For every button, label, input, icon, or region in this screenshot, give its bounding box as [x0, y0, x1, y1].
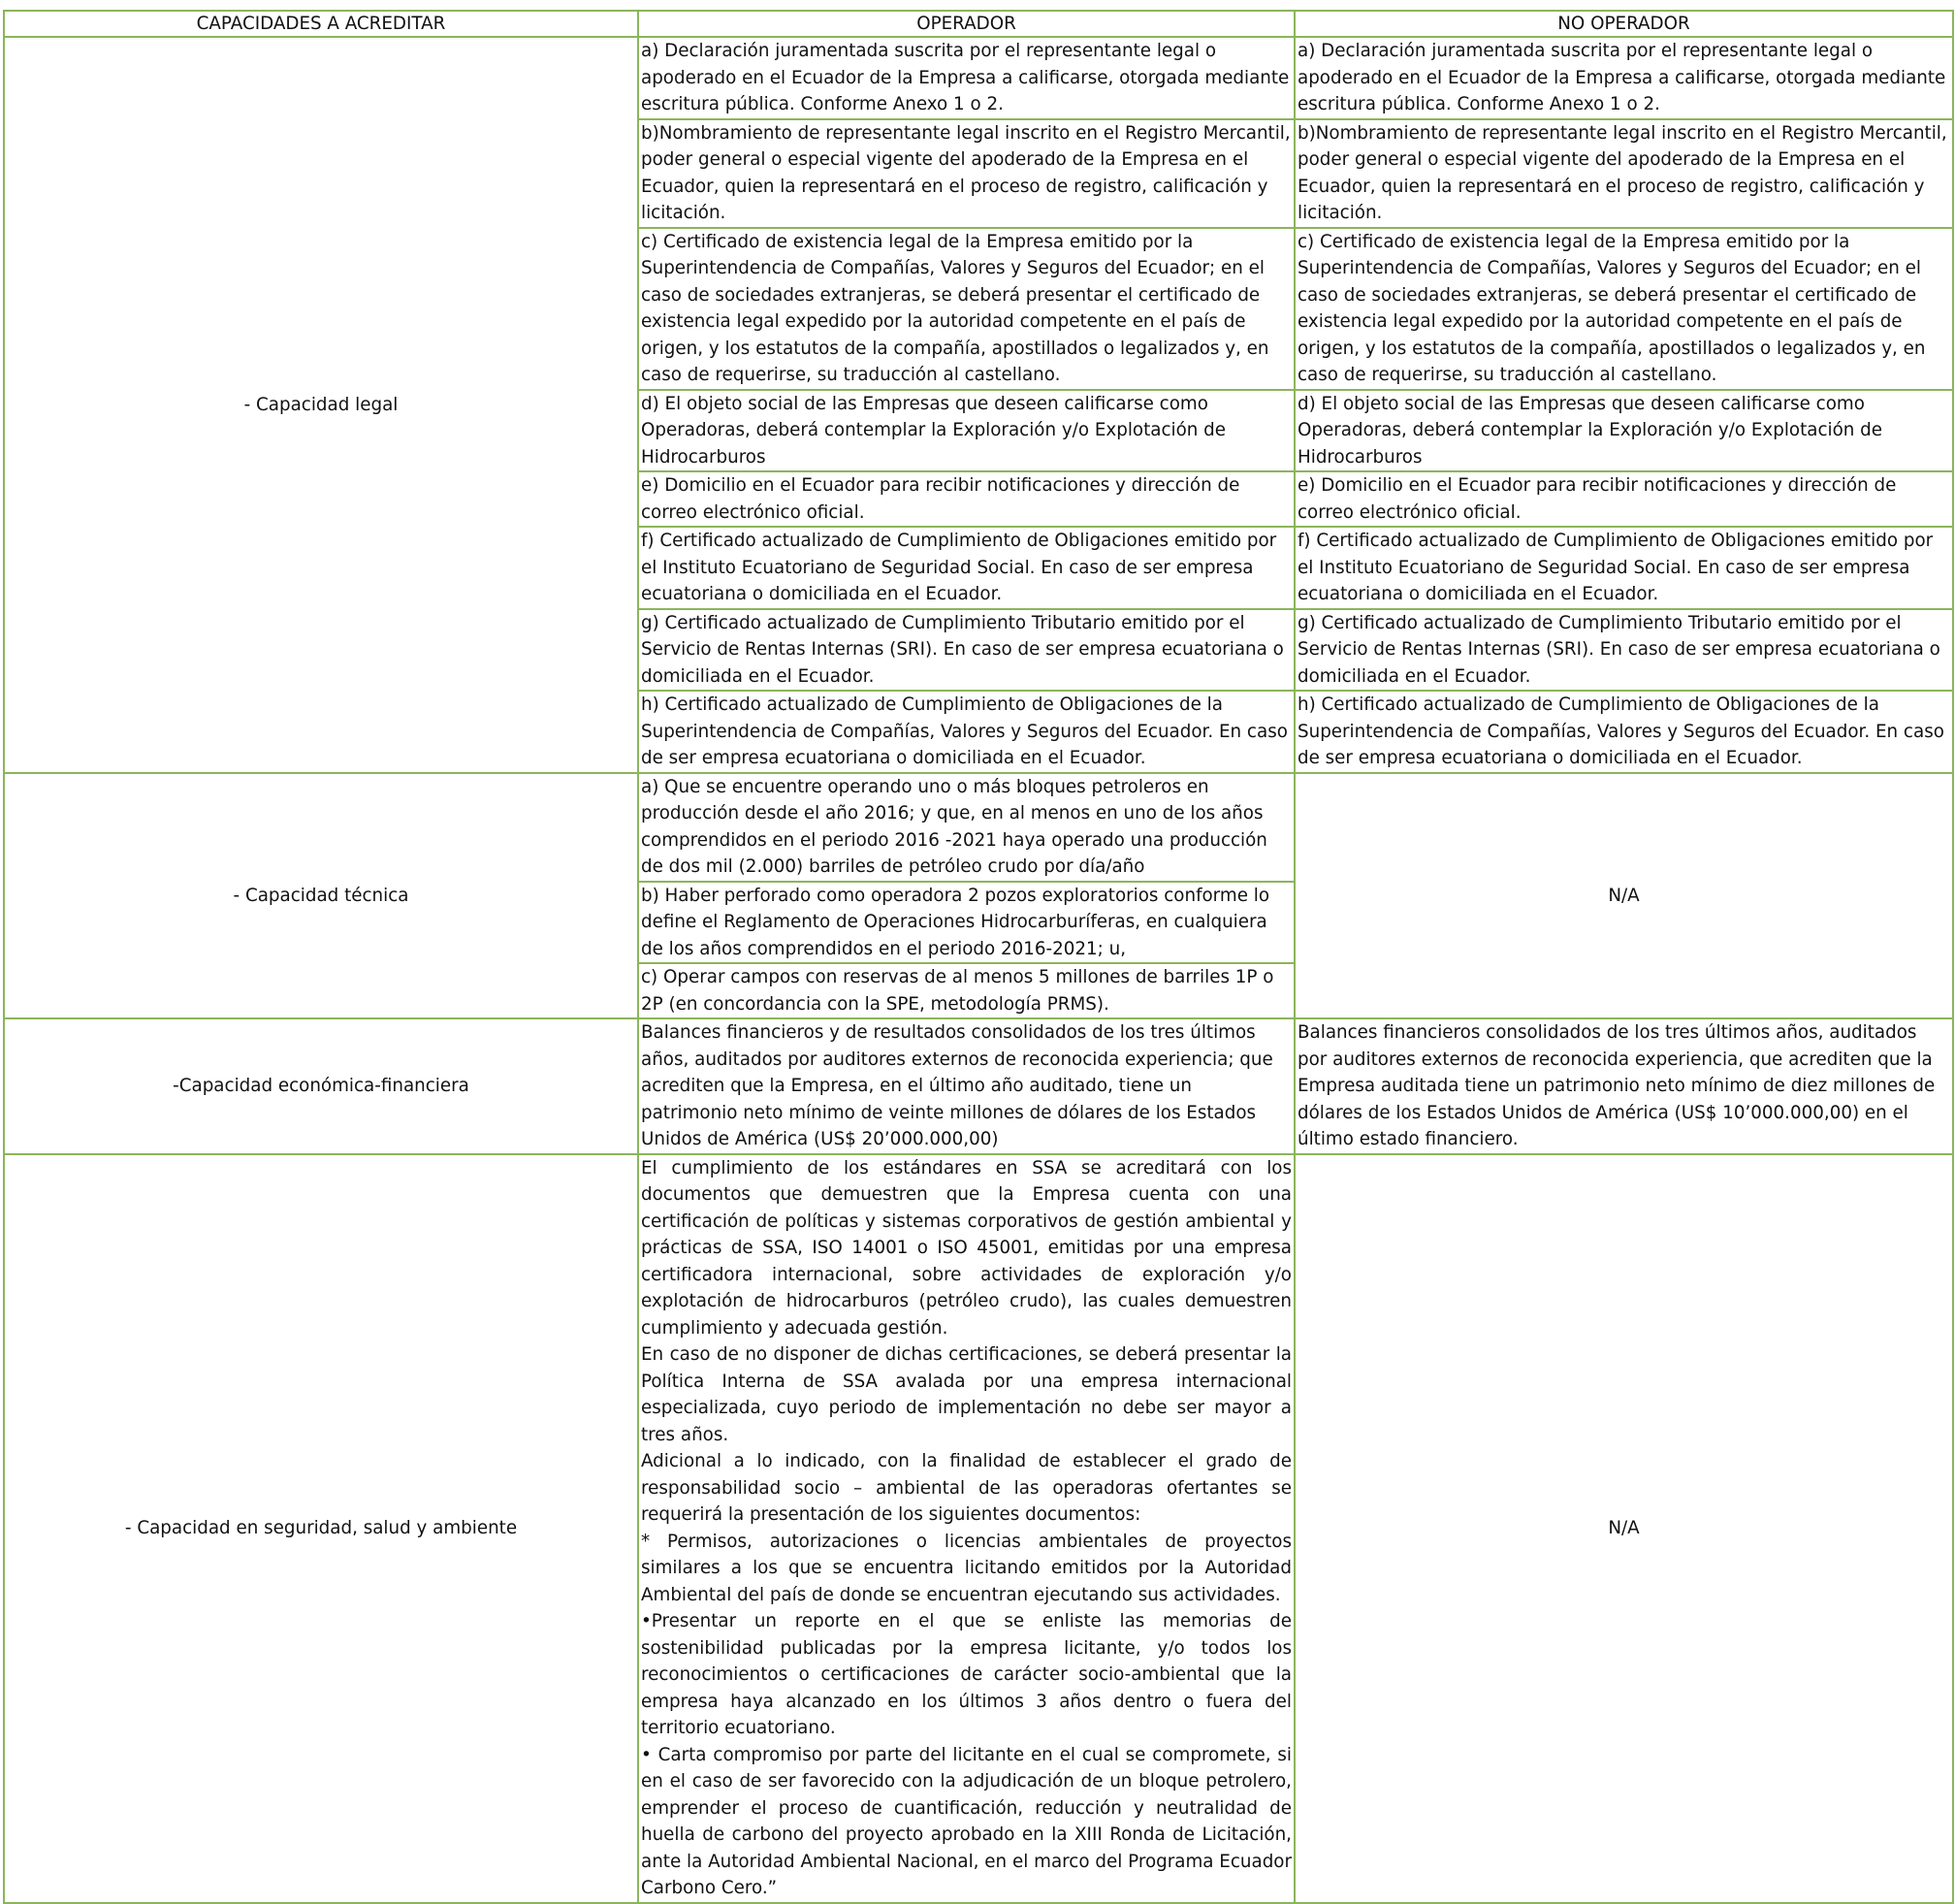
table-row	[4, 37, 1953, 119]
operador-cell: f) Certificado actualizado de Cumplimiento de Obligaciones emitido por el Instituto Ecuatoriano de Seguridad Social. En caso de ser empresa ecuatoriana o domiciliada en el Ecuador.	[638, 527, 1295, 609]
no-operador-cell: g) Certificado actualizado de Cumplimiento Tributario emitido por el Servicio de Rentas Internas (SRI). En caso de ser empresa ecuatoriana o domiciliada en el Ecuador.	[1295, 609, 1953, 692]
no-operador-cell: b)Nombramiento de representante legal inscrito en el Registro Mercantil, poder general o especial vigente del apoderado de la Empresa en el Ecuador, quien la representará en el proceso de registro, calificación y licitación.	[1295, 119, 1953, 228]
no-operador-cell: h) Certificado actualizado de Cumplimiento de Obligaciones de la Superintendencia de Compañías, Valores y Seguros del Ecuador. En caso de ser empresa ecuatoriana o domiciliada en el Ecuador.	[1295, 691, 1953, 773]
no-operador-cell: f) Certificado actualizado de Cumplimiento de Obligaciones emitido por el Instituto Ecuatoriano de Seguridad Social. En caso de ser empresa ecuatoriana o domiciliada en el Ecuador.	[1295, 527, 1953, 609]
operador-cell: g) Certificado actualizado de Cumplimiento Tributario emitido por el Servicio de Rentas Internas (SRI). En caso de ser empresa ecuatoriana o domiciliada en el Ecuador.	[638, 609, 1295, 692]
capacity-label-legal: - Capacidad legal	[4, 37, 638, 773]
no-operador-cell: Balances financieros consolidados de los tres últimos años, auditados por auditores externos de reconocida experiencia, que acrediten que la Empresa auditada tiene un patrimonio neto mínimo de diez millones de dólares de los Estados Unidos de América (US$ 10’000.000,00) en el último estado financiero.	[1295, 1018, 1953, 1154]
ssa-paragraph: * Permisos, autorizaciones o licencias ambientales de proyectos similares a los que se encuentra licitando emitidos por la Autoridad Ambiental del país de donde se encuentran ejecutando sus actividades.	[641, 1531, 1292, 1605]
no-operador-cell: c) Certificado de existencia legal de la Empresa emitido por la Superintendencia de Compañías, Valores y Seguros del Ecuador; en el caso de sociedades extranjeras, se deberá presentar el certificado de existencia legal expedido por la autoridad competente en el país de origen, y los estatutos de la compañía, apostillados o legalizados y, en caso de requerirse, su traducción al castellano.	[1295, 228, 1953, 390]
ssa-paragraph: El cumplimiento de los estándares en SSA se acreditará con los documentos que demuestren que la Empresa cuenta con una certificación de políticas y sistemas corporativos de gestión ambiental y prácticas de SSA, ISO 14001 o ISO 45001, emitidas por una empresa certificadora internacional, sobre actividades de exploración y/o explotación de hidrocarburos (petróleo crudo), las cuales demuestren cumplimiento y adecuada gestión.	[641, 1157, 1292, 1339]
capacity-label-tecnica: - Capacidad técnica	[4, 773, 638, 1019]
operador-cell: b)Nombramiento de representante legal inscrito en el Registro Mercantil, poder general o especial vigente del apoderado de la Empresa en el Ecuador, quien la representará en el proceso de registro, calificación y licitación.	[638, 119, 1295, 228]
operador-cell: c) Operar campos con reservas de al menos 5 millones de barriles 1P o 2P (en concordancia con la SPE, metodología PRMS).	[638, 963, 1295, 1018]
table-row	[4, 1018, 1953, 1154]
no-operador-na: N/A	[1295, 773, 1953, 1019]
header-no-operador: NO OPERADOR	[1295, 11, 1953, 37]
ssa-paragraph: • Carta compromiso por parte del licitante en el cual se compromete, si en el caso de ser favorecido con la adjudicación de un bloque petrolero, emprender el proceso de cuantificación, reducción y neutralidad de huella de carbono del proyecto aprobado en la XIII Ronda de Licitación, ante la Autoridad Ambiental Nacional, en el marco del Programa Ecuador Carbono Cero.”	[641, 1744, 1292, 1898]
no-operador-na: N/A	[1295, 1154, 1953, 1903]
no-operador-cell: d) El objeto social de las Empresas que deseen calificarse como Operadoras, deberá contemplar la Exploración y/o Explotación de Hidrocarburos	[1295, 390, 1953, 472]
operador-cell: a) Declaración juramentada suscrita por el representante legal o apoderado en el Ecuador de la Empresa a calificarse, otorgada mediante escritura pública. Conforme Anexo 1 o 2.	[638, 37, 1295, 119]
operador-cell: e) Domicilio en el Ecuador para recibir notificaciones y dirección de correo electrónico oficial.	[638, 471, 1295, 527]
header-operador: OPERADOR	[638, 11, 1295, 37]
capacity-label-ssa: - Capacidad en seguridad, salud y ambiente	[4, 1154, 638, 1903]
no-operador-cell: a) Declaración juramentada suscrita por el representante legal o apoderado en el Ecuador de la Empresa a calificarse, otorgada mediante escritura pública. Conforme Anexo 1 o 2.	[1295, 37, 1953, 119]
ssa-paragraph: En caso de no disponer de dichas certificaciones, se deberá presentar la Política Interna de SSA avalada por una empresa internacional especializada, cuyo periodo de implementación no debe ser mayor a tres años.	[641, 1344, 1292, 1445]
table-row	[4, 1154, 1953, 1903]
capacity-label-economica: -Capacidad económica-financiera	[4, 1018, 638, 1154]
operador-cell: Balances financieros y de resultados consolidados de los tres últimos años, auditados por auditores externos de reconocida experiencia; que acrediten que la Empresa, en el último año auditado, tiene un patrimonio neto mínimo de veinte millones de dólares de los Estados Unidos de América (US$ 20’000.000,00)	[638, 1018, 1295, 1154]
operador-cell: b) Haber perforado como operadora 2 pozos exploratorios conforme lo define el Reglamento de Operaciones Hidrocarburíferas, en cualquiera de los años comprendidos en el periodo 2016-2021; u,	[638, 882, 1295, 964]
table-row	[4, 773, 1953, 882]
operador-cell: d) El objeto social de las Empresas que deseen calificarse como Operadoras, deberá contemplar la Exploración y/o Explotación de Hidrocarburos	[638, 390, 1295, 472]
no-operador-cell: e) Domicilio en el Ecuador para recibir notificaciones y dirección de correo electrónico oficial.	[1295, 471, 1953, 527]
header-row	[4, 11, 1953, 37]
operador-cell: c) Certificado de existencia legal de la Empresa emitido por la Superintendencia de Compañías, Valores y Seguros del Ecuador; en el caso de sociedades extranjeras, se deberá presentar el certificado de existencia legal expedido por la autoridad competente en el país de origen, y los estatutos de la compañía, apostillados o legalizados y, en caso de requerirse, su traducción al castellano.	[638, 228, 1295, 390]
requirements-table	[3, 10, 1954, 1904]
ssa-paragraph: •Presentar un reporte en el que se enliste las memorias de sostenibilidad publicadas por la empresa licitante, y/o todos los reconocimientos o certificaciones de carácter socio-ambiental que la empresa haya alcanzado en los últimos 3 años dentro o fuera del territorio ecuatoriano.	[641, 1611, 1292, 1738]
operador-cell: a) Que se encuentre operando uno o más bloques petroleros en producción desde el año 2016; y que, en al menos en uno de los años comprendidos en el periodo 2016 -2021 haya operado una producción de dos mil (2.000) barriles de petróleo crudo por día/año	[638, 773, 1295, 882]
header-capacidades: CAPACIDADES A ACREDITAR	[4, 11, 638, 37]
operador-cell: h) Certificado actualizado de Cumplimiento de Obligaciones de la Superintendencia de Compañías, Valores y Seguros del Ecuador. En caso de ser empresa ecuatoriana o domiciliada en el Ecuador.	[638, 691, 1295, 773]
operador-cell-ssa	[638, 1154, 1295, 1903]
ssa-paragraph: Adicional a lo indicado, con la finalidad de establecer el grado de responsabilidad socio – ambiental de las operadoras ofertantes se requerirá la presentación de los siguientes documentos:	[641, 1451, 1292, 1525]
